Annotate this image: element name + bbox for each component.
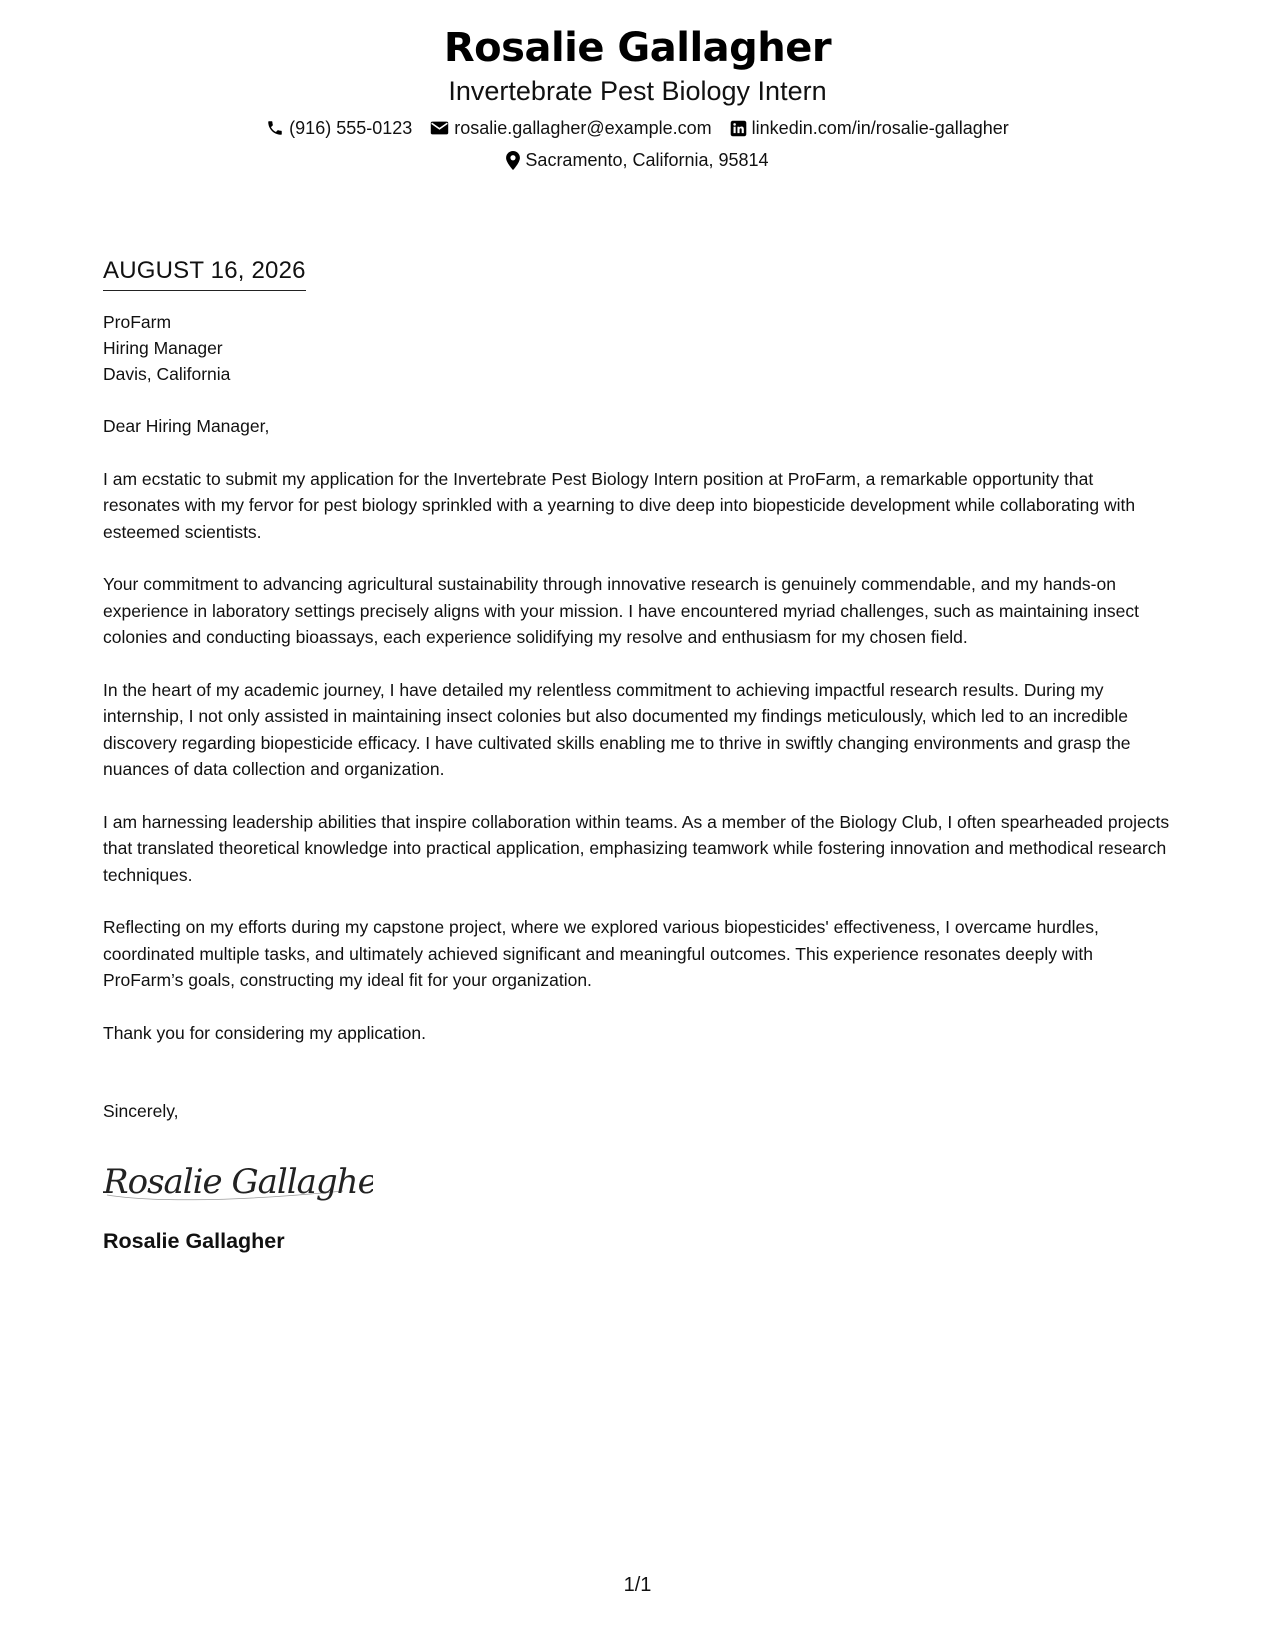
body-paragraph: Reflecting on my efforts during my capstone project, where we explored various biopesticides' effectiveness, I overcame hurdles, coordinated multiple tasks, and ultimately achieved significant and meaningful outcomes. This experience resonates deeply with ProFarm’s goals, constructing my ideal fit for your organization. — [103, 917, 1099, 990]
email-text: rosalie.gallagher@example.com — [454, 118, 712, 138]
phone-icon — [266, 119, 284, 137]
map-pin-icon — [506, 151, 520, 170]
closing-line: Thank you for considering my application. — [103, 1022, 426, 1043]
envelope-icon — [430, 120, 449, 136]
contact-phone — [266, 116, 412, 140]
applicant-role: Invertebrate Pest Biology Intern — [448, 76, 827, 106]
location-text: Sacramento, California, 95814 — [525, 150, 769, 170]
recipient-company: ProFarm — [103, 312, 172, 332]
salutation: Dear Hiring Manager, — [103, 416, 270, 436]
body-paragraph: In the heart of my academic journey, I have detailed my relentless commitment to achieving impactful research results. During my internship, I not only assisted in maintaining insect colonies but also documented my findings meticulously, which led to an incredible discovery regarding biopesticide efficacy. I have cultivated skills enabling me to thrive in swiftly changing environments and grasp the nuances of data collection and organization. — [103, 679, 1131, 779]
signature-text: Rosalie Gallagher — [103, 1161, 373, 1202]
letter-header — [0, 22, 1275, 172]
contact-row — [0, 116, 1275, 140]
page-number: 1/1 — [623, 1574, 652, 1596]
location-row — [0, 148, 1275, 172]
contact-email — [430, 116, 711, 140]
letter-body — [103, 256, 1173, 1255]
sign-off: Sincerely, — [103, 1101, 179, 1121]
signature-image — [103, 1151, 373, 1211]
recipient-title: Hiring Manager — [103, 338, 223, 358]
contact-linkedin — [730, 116, 1009, 140]
letter-date: AUGUST 16, 2026 — [103, 256, 306, 291]
body-paragraph: Your commitment to advancing agricultural sustainability through innovative research is genuinely commendable, and my hands-on experience in laboratory settings precisely aligns with your mission. I have encountered myriad challenges, such as maintaining insect colonies and conducting bioassays, each experience solidifying my resolve and enthusiasm for my chosen field. — [103, 574, 1139, 647]
linkedin-text: linkedin.com/in/rosalie-gallagher — [751, 118, 1009, 138]
recipient-location: Davis, California — [103, 364, 231, 384]
applicant-name: Rosalie Gallagher — [443, 25, 832, 71]
signed-name: Rosalie Gallagher — [103, 1228, 285, 1253]
body-paragraph: I am harnessing leadership abilities that inspire collaboration within teams. As a member of the Biology Club, I often spearheaded projects that translated theoretical knowledge into practical application, emphasizing teamwork while fostering innovation and methodical research techniques. — [103, 811, 1170, 885]
recipient-block — [103, 309, 1173, 387]
contact-location — [506, 148, 768, 172]
phone-text: (916) 555-0123 — [289, 118, 413, 138]
handwritten-signature — [103, 1151, 1173, 1211]
linkedin-icon — [730, 120, 747, 137]
body-paragraph: I am ecstatic to submit my application for the Invertebrate Pest Biology Intern position at ProFarm, a remarkable opportunity that resonates with my fervor for pest biology sprinkled with a yearning to dive deep into biopesticide development while collaborating with esteemed scientists. — [103, 468, 1136, 542]
